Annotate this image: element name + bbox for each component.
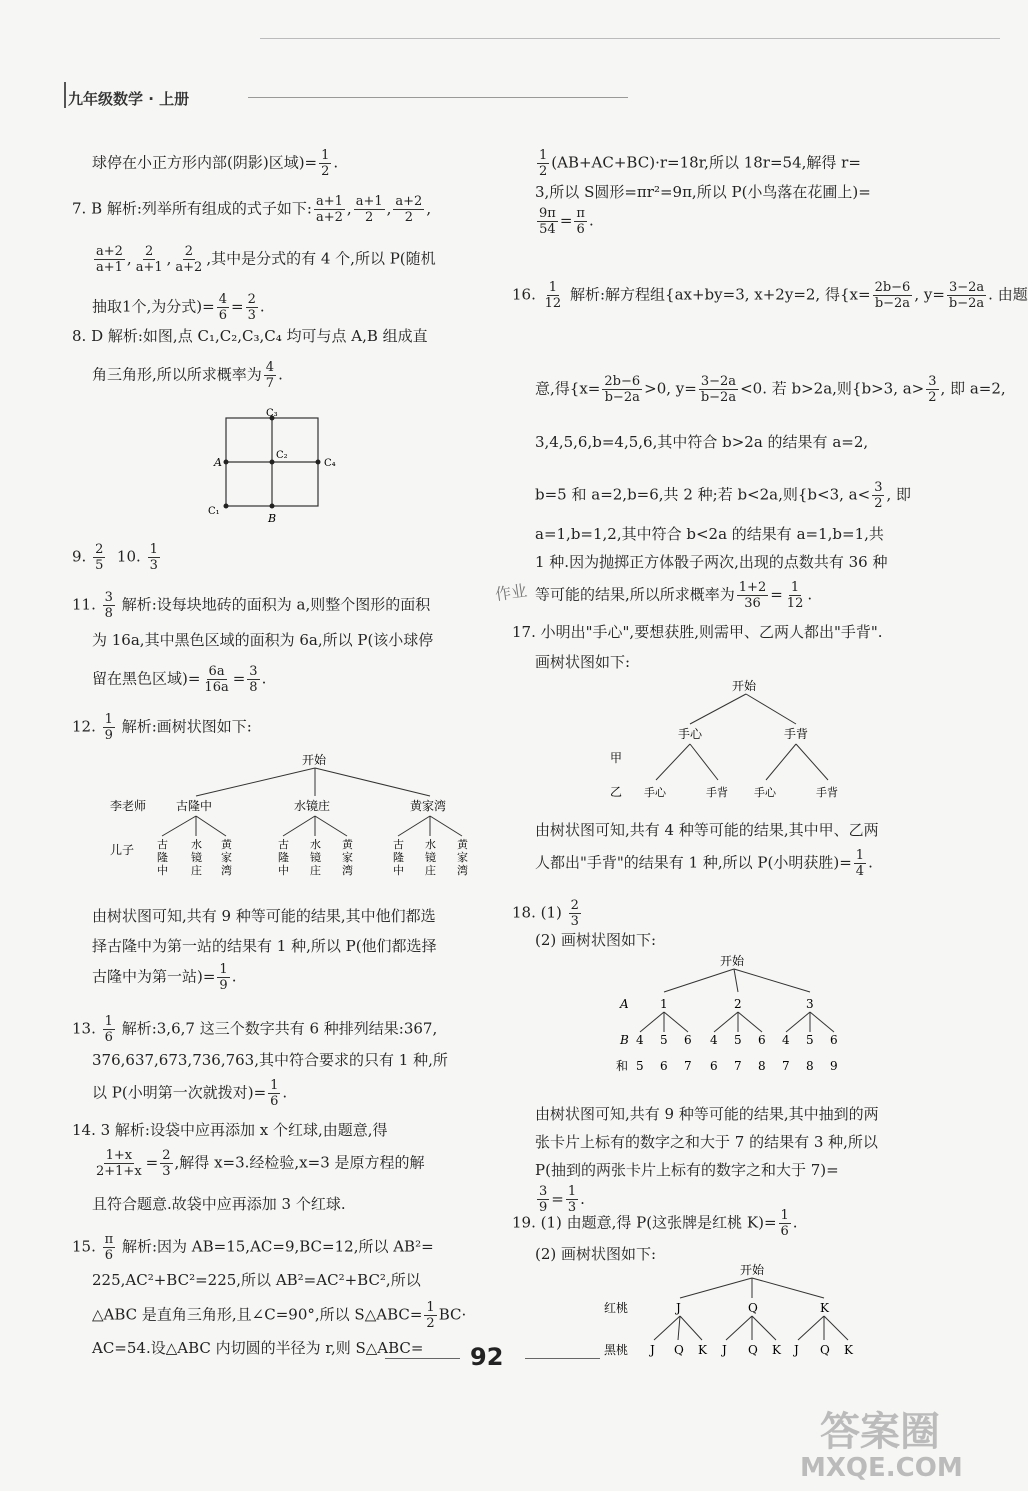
tree12-leaf-3-char-2: 中 [278,864,289,877]
tree19-n-2: K [820,1301,829,1315]
tree12-leaf-5-char-0: 黄 [342,838,353,851]
tree19-n-0: J [676,1301,681,1315]
tree12-leaf-1-char-1: 镜 [191,851,202,864]
tree17-row2-label: 乙 [610,785,623,799]
watermark-url: MXQE.COM [800,1453,963,1483]
tree19-root: 开始 [740,1263,765,1277]
top-rule [260,38,1000,39]
page-number: 92 [470,1343,504,1371]
tree12-leaf-3-char-1: 隆 [278,851,289,864]
q18-line-3: 由树状图可知,共有 9 种等可能的结果,其中抽到的两 [535,1105,879,1123]
q17-tree-diagram [600,676,860,806]
tree12-leaf-0-char-0: 古 [157,838,168,851]
tree18-row1-label: A [620,997,629,1011]
q16-line-7: 等可能的结果,所以所求概率为 $\frac{1+2}{36}$ = $\frac{1}{12}$ . [535,580,813,611]
tree19-row1-label: 红桃 [604,1301,629,1315]
q12-tree-diagram [100,752,480,892]
q11-line-3: 留在黑色区域)= $\frac{6a}{16a}$ = $\frac{3}{8}$ . [92,664,267,695]
tree18-row3-label: 和 [616,1059,629,1073]
q9-q10: 9. $\frac{2}{5}$ 10. $\frac{1}{3}$ [72,542,158,573]
tree19-leaf-2: K [698,1343,707,1357]
tree18-edge-5 [738,1012,762,1032]
q16-line-5: a=1,b=1,2,其中符合 b<2a 的结果有 a=1,b=1,共 [535,525,884,543]
tree12-leaf-1-char-0: 水 [191,838,202,851]
q17-line: 17. 小明出"手心",要想获胜,则需甲、乙两人都出"手背". [512,623,883,641]
tree18-b-6: 4 [782,1033,790,1047]
tree12-leaf-7-char-1: 镜 [425,851,436,864]
q11-line: 11. $\frac{3}{8}$ 解析:设每块地砖的面积为 a,则整个图形的面积 [72,590,431,621]
tree18-b-3: 4 [710,1033,718,1047]
tree18-sum-6: 7 [782,1059,790,1073]
tree19-leaf-3: J [722,1343,727,1357]
q8-grid-figure [200,408,350,528]
tree12-leaf-6-char-2: 中 [393,864,404,877]
tree19-n-1: Q [748,1301,758,1315]
tree12-leaf-0-char-1: 隆 [157,851,168,864]
tree18-sum-4: 7 [734,1059,742,1073]
tree18-a-0: 1 [660,997,668,1011]
tree18-row2-label: B [620,1033,629,1047]
q17-line-2: 画树状图如下: [535,653,631,671]
tree17-leaf-2: 手心 [754,786,776,799]
q16-line-2: 意,得{x= $\frac{2b-6}{b-2a}$ >0, y= $\frac{3-2a}{b-2a}$ <0. 若 b>2a,则{b>3, a> $\frac{3}{2}$ , 即 a=2, [535,374,1006,405]
tree12-leaf-0-char-2: 中 [157,864,168,877]
tree18-sum-8: 9 [830,1059,838,1073]
q11-line-2: 为 16a,其中黑色区域的面积为 6a,所以 P(该小球停 [92,631,434,649]
homework-stamp: 作业 [493,580,529,605]
q18-line-5: P(抽到的两张卡片上标有的数字之和大于 7)= [535,1161,839,1179]
tree12-leaf-4-char-1: 镜 [310,851,321,864]
q14-line: 14. 3 解析:设袋中应再添加 x 个红球,由题意,得 [72,1121,388,1139]
tree18-a-2: 3 [806,997,814,1011]
tree12-leaf-3-char-0: 古 [278,838,289,851]
q16-line-6: 1 种.因为抛掷正方体骰子两次,出现的点数共有 36 种 [535,553,888,571]
tree18-b-4: 5 [734,1033,742,1047]
label-c3: C₃ [266,408,278,419]
tree18-b-1: 5 [660,1033,668,1047]
tree12-root: 开始 [302,753,327,767]
label-b: B [268,512,277,525]
tree17-root: 开始 [732,679,757,693]
q19-line-2: (2) 画树状图如下: [535,1245,657,1263]
tree18-root: 开始 [720,954,745,968]
q15-cont-2: 3,所以 S圆形=πr²=9π,所以 P(小鸟落在花圃上)= [535,183,871,201]
q15-line-2: 225,AC²+BC²=225,所以 AB²=AC²+BC²,所以 [92,1271,421,1289]
q19-line: 19. (1) 由题意,得 P(这张牌是红桃 K)= $\frac{1}{6}$ . [512,1208,798,1239]
q18-line-6: $\frac{3}{9}$ = $\frac{1}{3}$ . [539,1184,585,1215]
q16-line-3: 3,4,5,6,b=4,5,6,其中符合 b>2a 的结果有 a=2, [535,433,869,451]
tree12-leaf-2-char-0: 黄 [221,838,232,851]
tree12-leaf-7-char-0: 水 [425,838,436,851]
page-header: 九年级数学 · 上册 [68,90,190,108]
tree19-edge-1 [678,1316,680,1340]
q19-tree-diagram [600,1262,860,1358]
tree17-n2: 手背 [784,727,809,741]
tree18-sum-5: 8 [758,1059,766,1073]
q15-cont-1: $\frac{1}{2}$ (AB+AC+BC)·r=18r,所以 18r=54,解得 r= [539,148,861,179]
tree17-n1: 手心 [678,727,703,741]
label-a: A [214,456,222,469]
tree12-leaf-7-char-2: 庄 [425,864,436,877]
tree18-sum-1: 6 [660,1059,668,1073]
tree18-sum-0: 5 [636,1059,644,1073]
tree17-leaf-1: 手背 [706,786,728,799]
q7-line-3: 抽取1个,为分式)= $\frac{4}{6}$ = $\frac{2}{3}$ . [92,292,265,323]
q15-line: 15. $\frac{\pi}{6}$ 解析:因为 AB=15,AC=9,BC=12,所以 AB²= [72,1232,434,1263]
tree19-edge-5 [752,1316,776,1340]
tree12-leaf-5-char-1: 家 [342,851,353,864]
q8-line-2: 角三角形,所以所求概率为 $\frac{4}{7}$ . [92,360,283,391]
tree17-leaf-0: 手心 [644,786,666,799]
q12-line-3: 择古隆中为第一站的结果有 1 种,所以 P(他们都选择 [92,937,437,955]
tree18-edge-3 [714,1012,738,1032]
q12-line: 12. $\frac{1}{9}$ 解析:画树状图如下: [72,712,252,743]
tree18-b-0: 4 [636,1033,644,1047]
tree19-row2-label: 黑桃 [604,1343,629,1357]
tree19-edge-6 [798,1316,824,1340]
tree18-edge-8 [810,1012,834,1032]
q15-line-3: △ABC 是直角三角形,且∠C=90°,所以 S△ABC= $\frac{1}{2}$ BC· [92,1300,467,1331]
q13-line-2: 376,637,673,736,763,其中符合要求的只有 1 种,所 [92,1051,448,1069]
q7-line-2: $\frac{a+2}{a+1}$ , $\frac{2}{a+1}$ , $\frac{2}{a+2}$ ,其中是分式的有 4 个,所以 P(随机 [96,244,436,275]
tree19-leaf-5: K [772,1343,781,1357]
tree18-sum-3: 6 [710,1059,718,1073]
label-c1: C₁ [208,506,220,517]
q18-line: 18. (1) $\frac{2}{3}$ [512,898,579,929]
tree18-sum-7: 8 [806,1059,814,1073]
tree12-n2: 水镜庄 [294,799,331,813]
tree19-edge-3 [726,1316,752,1340]
tree19-leaf-1: Q [674,1343,684,1357]
tree12-row1-label: 李老师 [110,799,147,813]
tree18-a-1: 2 [734,997,742,1011]
q14-line-3: 且符合题意.故袋中应再添加 3 个红球. [92,1195,346,1213]
tree12-leaf-6-char-0: 古 [393,838,404,851]
tree12-leaf-8-char-0: 黄 [457,838,468,851]
tree12-n1: 古隆中 [176,799,213,813]
tree12-leaf-8-char-1: 家 [457,851,468,864]
q16-line: 16. $\frac{1}{12}$ 解析:解方程组{ax+by=3, x+2y=2, 得{x= $\frac{2b-6}{b-2a}$ , y= $\frac{3-2a}{b-2a}$ . 由题 [512,280,1028,311]
header-bar [64,82,66,108]
tree18-edge-6 [786,1012,810,1032]
tree18-b-7: 5 [806,1033,814,1047]
tree19-leaf-7: Q [820,1343,830,1357]
tree18-edge-2 [664,1012,688,1032]
tree19-leaf-4: Q [748,1343,758,1357]
q13-line-3: 以 P(小明第一次就拨对)= $\frac{1}{6}$ . [92,1078,288,1109]
tree19-edge-0 [654,1316,680,1340]
q13-line: 13. $\frac{1}{6}$ 解析:3,6,7 这三个数字共有 6 种排列结果:367, [72,1014,438,1045]
tree19-edge-2 [680,1316,702,1340]
tree12-n3: 黄家湾 [410,799,447,813]
tree18-b-5: 6 [758,1033,766,1047]
q15-line-4: AC=54.设△ABC 内切圆的半径为 r,则 S△ABC= [92,1339,424,1357]
q17-line-4: 人都出"手背"的结果有 1 种,所以 P(小明获胜)= $\frac{1}{4}$ . [535,848,873,879]
q12-line-2: 由树状图可知,共有 9 种等可能的结果,其中他们都选 [92,907,436,925]
tree12-leaf-4-char-0: 水 [310,838,321,851]
tree17-leaf-3: 手背 [816,786,838,799]
tree12-leaf-1-char-2: 庄 [191,864,202,877]
tree12-row2-label: 儿子 [110,843,135,857]
tree19-edge-8 [824,1316,848,1340]
tree12-leaf-2-char-1: 家 [221,851,232,864]
tree12-leaf-2-char-2: 湾 [221,864,232,877]
q8-line: 8. D 解析:如图,点 C₁,C₂,C₃,C₄ 均可与点 A,B 组成直 [72,327,428,345]
page-number-rule-left [385,1358,460,1359]
tree18-sum-2: 7 [684,1059,692,1073]
q17-line-3: 由树状图可知,共有 4 种等可能的结果,其中甲、乙两 [535,821,879,839]
q15-cont-3: $\frac{9\pi}{54}$ = $\frac{\pi}{6}$ . [539,206,594,237]
q16-line-4: b=5 和 a=2,b=6,共 2 种;若 b<2a,则{b<3, a< $\frac{3}{2}$ , 即 [535,480,912,511]
tree12-leaf-4-char-2: 庄 [310,864,321,877]
q18-line-2: (2) 画树状图如下: [535,931,657,949]
tree17-row1-label: 甲 [610,751,623,765]
tree19-leaf-0: J [650,1343,655,1357]
q7-line: 7. B 解析:列举所有组成的式子如下: $\frac{a+1}{a+2}$ , $\frac{a+1}{2}$ , $\frac{a+2}{2}$ , [72,194,432,225]
q18-line-4: 张卡片上标有的数字之和大于 7 的结果有 3 种,所以 [535,1133,878,1151]
label-c2: C₂ [276,450,288,461]
tree19-leaf-8: K [844,1343,853,1357]
tree19-leaf-6: J [794,1343,799,1357]
tree12-leaf-5-char-2: 湾 [342,864,353,877]
tree18-b-2: 6 [684,1033,692,1047]
tree18-b-8: 6 [830,1033,838,1047]
q18-tree-diagram [610,952,860,1082]
header-rule [248,97,628,98]
tree18-edge-0 [640,1012,664,1032]
page-number-rule-right [525,1358,600,1359]
tree12-leaf-8-char-2: 湾 [457,864,468,877]
tree12-leaf-6-char-1: 隆 [393,851,404,864]
label-c4: C₄ [324,458,336,469]
left-line-1: 球停在小正方形内部(阴影)区域)= $\frac{1}{2}$ . [92,148,339,179]
q12-line-4: 古隆中为第一站)= $\frac{1}{9}$ . [92,962,237,993]
watermark-logo: 答案圈 [820,1409,940,1455]
q14-line-2: $\frac{1+x}{2+1+x}$ = $\frac{2}{3}$ ,解得 x=3.经检验,x=3 是原方程的解 [96,1148,425,1179]
